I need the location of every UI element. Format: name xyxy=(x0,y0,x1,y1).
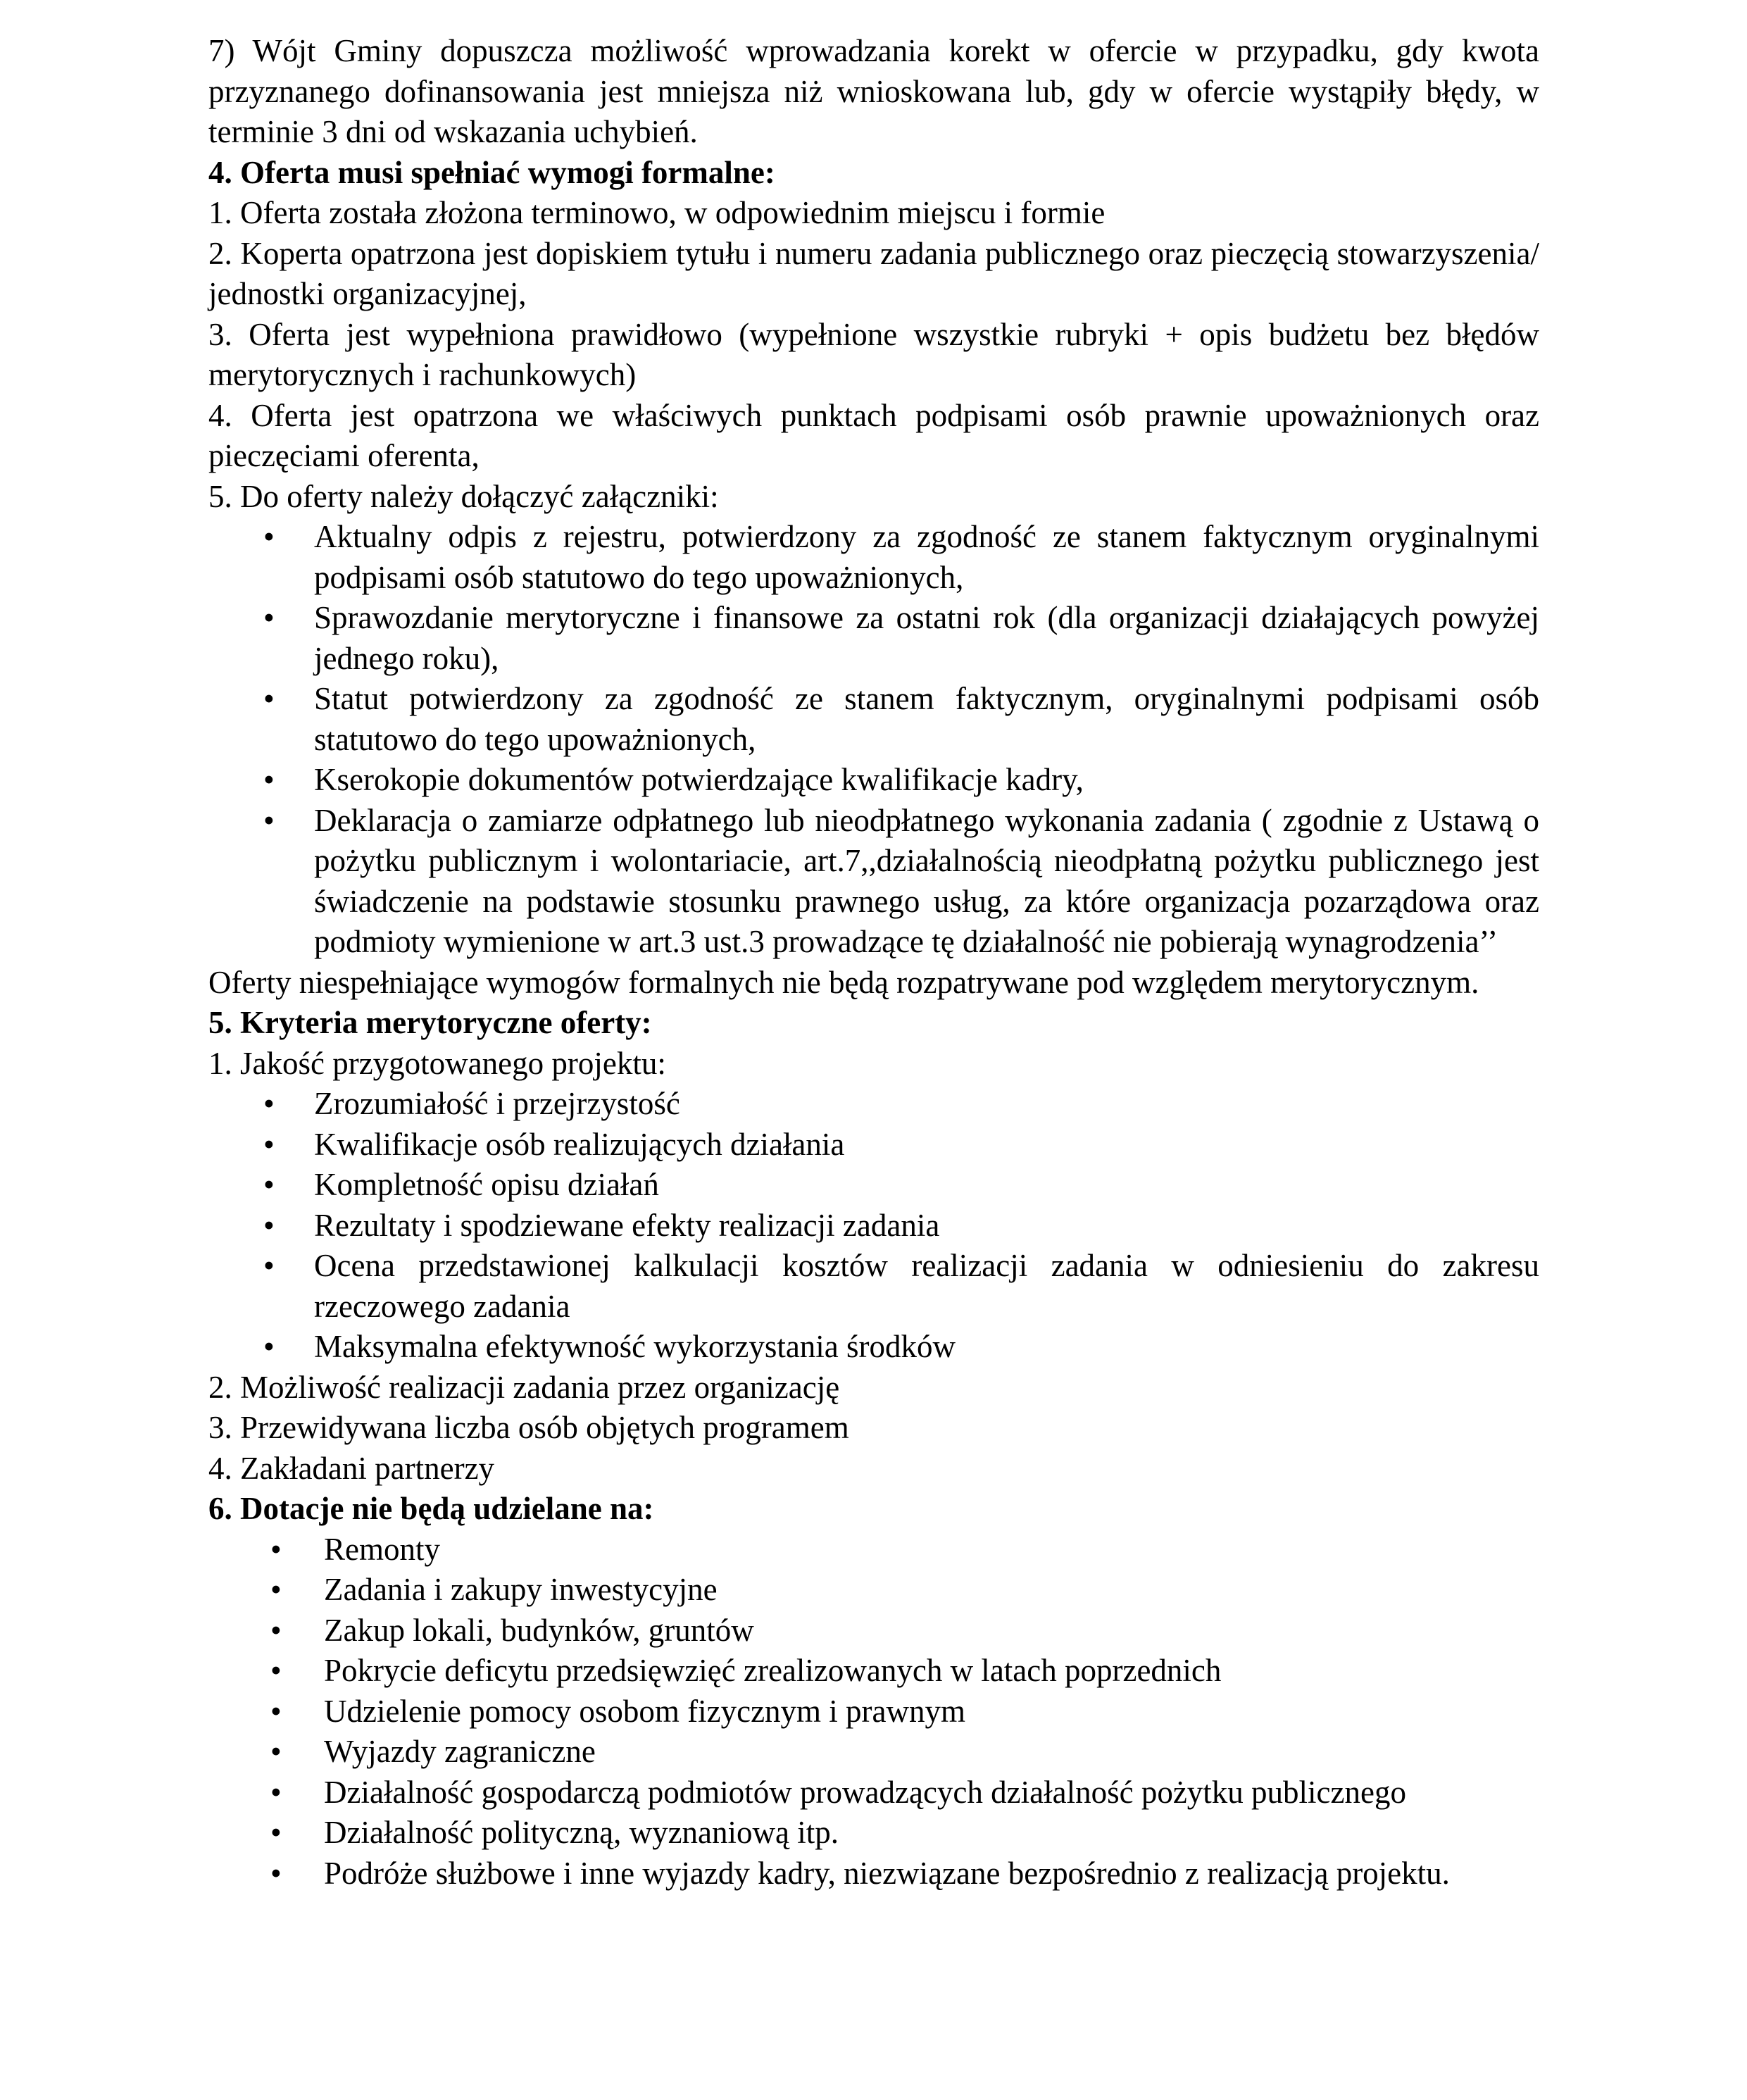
list-item xyxy=(208,1732,1539,1773)
list-item xyxy=(208,1125,1539,1165)
criterion-text: Kompletność opisu działań xyxy=(314,1167,659,1202)
attachment-text: Sprawozdanie merytoryczne i finansowe za ostatni rok (dla organizacji działających powyżej jednego roku), xyxy=(314,600,1539,676)
formal-requirement-2: 2. Koperta opatrzona jest dopiskiem tytułu i numeru zadania publicznego oraz pieczęcią stowarzyszenia/ jednostki organizacyjnej, xyxy=(208,235,1539,311)
attachment-text: Kserokopie dokumentów potwierdzające kwalifikacje kadry, xyxy=(314,762,1084,797)
list-item xyxy=(208,1246,1539,1327)
bullet-icon: • xyxy=(263,600,275,635)
exclusion-text: Wyjazdy zagraniczne xyxy=(324,1734,596,1769)
bullet-icon: • xyxy=(263,1167,275,1202)
exclusion-text: Zadania i zakupy inwestycyjne xyxy=(324,1572,718,1607)
bullet-icon: • xyxy=(263,681,275,716)
bullet-icon: • xyxy=(270,1774,282,1810)
criterion-3: 3. Przewidywana liczba osób objętych programem xyxy=(208,1410,849,1445)
list-item xyxy=(208,1327,1539,1368)
bullet-icon: • xyxy=(263,1126,275,1162)
document-page xyxy=(208,31,1539,1894)
criterion-4: 4. Zakładani partnerzy xyxy=(208,1450,495,1486)
exclusion-text: Udzielenie pomocy osobom fizycznym i prawnym xyxy=(324,1693,966,1729)
formal-requirement-3: 3. Oferta jest wypełniona prawidłowo (wypełnione wszystkie rubryki + opis budżetu bez błędów merytorycznych i rachunkowych) xyxy=(208,316,1539,392)
bullet-icon: • xyxy=(270,1815,282,1850)
bullet-icon: • xyxy=(270,1693,282,1729)
formal-requirement-5: 5. Do oferty należy dołączyć załączniki: xyxy=(208,478,719,514)
criterion-text: Zrozumiałość i przejrzystość xyxy=(314,1086,680,1121)
bullet-icon: • xyxy=(263,519,275,554)
intro-paragraph: 7) Wójt Gminy dopuszcza możliwość wprowadzania korekt w ofercie w przypadku, gdy kwota przyznanego dofinansowania jest mniejsza niż wnioskowana lub, gdy w ofercie wystąpiły błędy, w terminie 3 dni od wskazania uchybień. xyxy=(208,33,1539,149)
formal-requirement-4: 4. Oferta jest opatrzona we właściwych punktach podpisami osób prawnie upoważnionych oraz pieczęciami oferenta, xyxy=(208,397,1539,473)
criterion-2: 2. Możliwość realizacji zadania przez organizację xyxy=(208,1369,840,1405)
bullet-icon: • xyxy=(270,1734,282,1769)
list-item xyxy=(208,1530,1539,1570)
attachments-list xyxy=(208,517,1539,963)
exclusion-text: Podróże służbowe i inne wyjazdy kadry, niezwiązane bezpośrednio z realizacją projektu. xyxy=(324,1855,1450,1891)
bullet-icon: • xyxy=(270,1572,282,1607)
list-item xyxy=(208,1651,1539,1692)
bullet-icon: • xyxy=(263,1248,275,1283)
list-item xyxy=(208,1813,1539,1854)
list-item xyxy=(208,760,1539,801)
bullet-icon: • xyxy=(270,1653,282,1688)
bullet-icon: • xyxy=(263,762,275,797)
exclusion-text: Zakup lokali, budynków, gruntów xyxy=(324,1612,754,1648)
list-item xyxy=(208,801,1539,963)
list-item xyxy=(208,1773,1539,1813)
bullet-icon: • xyxy=(270,1855,282,1891)
criterion-text: Ocena przedstawionej kalkulacji kosztów realizacji zadania w odniesieniu do zakresu rzeczowego zadania xyxy=(314,1248,1539,1324)
formal-requirement-1: 1. Oferta została złożona terminowo, w odpowiednim miejscu i formie xyxy=(208,195,1106,230)
attachment-text: Deklaracja o zamiarze odpłatnego lub nieodpłatnego wykonania zadania ( zgodnie z Ustawą o pożytku publicznym i wolontariacie, art.7,,działalnością nieodpłatną pożytku publicznego jest świadczenie na podstawie stosunku prawnego usług, za które organizacja pozarządowa oraz podmioty wymienione w art.3 ust.3 prowadzące tę działalność nie pobierają wynagrodzenia’’ xyxy=(314,802,1539,959)
list-item xyxy=(208,1692,1539,1732)
list-item xyxy=(208,1206,1539,1246)
list-item xyxy=(208,1165,1539,1206)
criterion-text: Kwalifikacje osób realizujących działania xyxy=(314,1126,845,1162)
exclusion-text: Pokrycie deficytu przedsięwzięć zrealizowanych w latach poprzednich xyxy=(324,1653,1222,1688)
list-item xyxy=(208,598,1539,679)
exclusion-text: Działalność gospodarczą podmiotów prowadzących działalność pożytku publicznego xyxy=(324,1774,1406,1810)
criterion-text: Rezultaty i spodziewane efekty realizacji zadania xyxy=(314,1207,940,1243)
attachment-text: Statut potwierdzony za zgodność ze stanem faktycznym, oryginalnymi podpisami osób statutowo do tego upoważnionych, xyxy=(314,681,1539,757)
bullet-icon: • xyxy=(263,1086,275,1121)
list-item xyxy=(208,1570,1539,1611)
attachment-text: Aktualny odpis z rejestru, potwierdzony za zgodność ze stanem faktycznym oryginalnymi podpisami osób statutowo do tego upoważnionych, xyxy=(314,519,1539,595)
exclusion-text: Działalność polityczną, wyznaniową itp. xyxy=(324,1815,839,1850)
list-item xyxy=(208,679,1539,760)
list-item xyxy=(208,1611,1539,1651)
bullet-icon: • xyxy=(270,1612,282,1648)
section-6-heading: 6. Dotacje nie będą udzielane na: xyxy=(208,1491,654,1526)
criterion-text: Maksymalna efektywność wykorzystania środków xyxy=(314,1329,956,1364)
bullet-icon: • xyxy=(270,1531,282,1567)
list-item xyxy=(208,517,1539,598)
section-5-heading: 5. Kryteria merytoryczne oferty: xyxy=(208,1005,652,1040)
list-item xyxy=(208,1854,1539,1894)
formal-note: Oferty niespełniające wymogów formalnych nie będą rozpatrywane pod względem merytorycznym. xyxy=(208,964,1479,1000)
list-item xyxy=(208,1084,1539,1125)
quality-criteria-list xyxy=(208,1084,1539,1368)
criterion-1: 1. Jakość przygotowanego projektu: xyxy=(208,1045,666,1081)
excluded-grants-list xyxy=(208,1530,1539,1894)
exclusion-text: Remonty xyxy=(324,1531,440,1567)
bullet-icon: • xyxy=(263,1207,275,1243)
bullet-icon: • xyxy=(263,802,275,838)
bullet-icon: • xyxy=(263,1329,275,1364)
section-4-heading: 4. Oferta musi spełniać wymogi formalne: xyxy=(208,154,775,190)
